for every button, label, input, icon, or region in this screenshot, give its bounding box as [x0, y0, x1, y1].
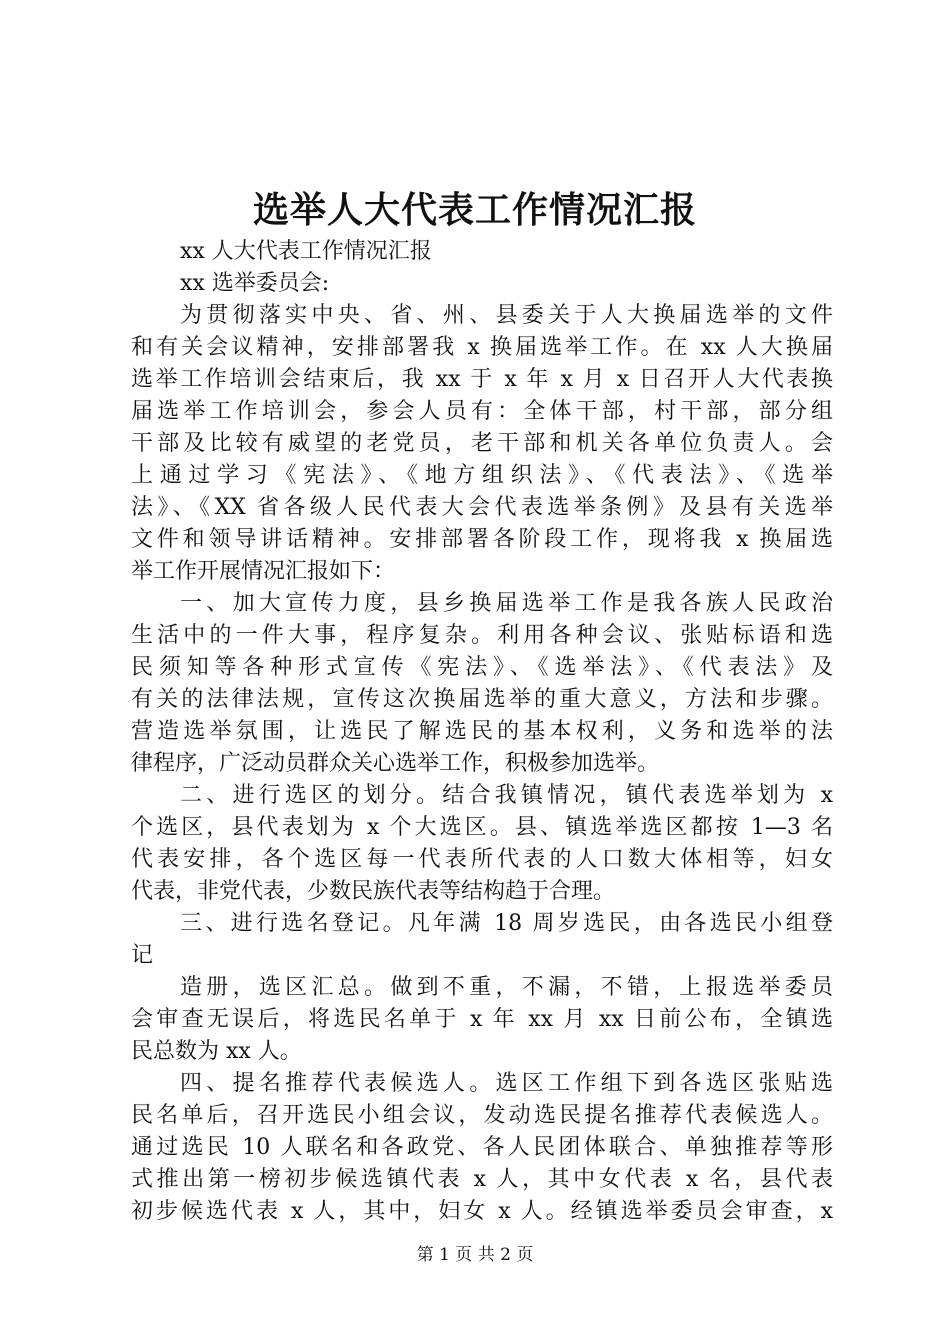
text-line: 选举工作培训会结束后，我 xx 于 x 年 x 月 x 日召开人大代表换 — [131, 367, 833, 392]
text-line: 造册，选区汇总。做到不重，不漏，不错，上报选举委员 — [180, 975, 833, 1000]
text-line: 会审查无误后，将选民名单于 x 年 xx 月 xx 日前公布，全镇选 — [131, 1007, 833, 1032]
text-line: xx 选举委员会: — [180, 271, 330, 296]
text-line: 举工作开展情况汇报如下： — [131, 559, 396, 584]
text-line: 文件和领导讲话精神。安排部署各阶段工作，现将我 x 换届选 — [131, 527, 833, 552]
text-line: 上通过学习《宪法》、《地方组织法》、《代表法》、《选举 — [131, 463, 833, 488]
text-line: 二、进行选区的划分。结合我镇情况，镇代表选举划为 x — [180, 783, 833, 808]
text-line: 和有关会议精神，安排部署我 x 换届选举工作。在 xx 人大换届 — [131, 335, 833, 360]
text-line: 民须知等各种形式宣传《宪法》、《选举法》、《代表法》及 — [131, 655, 833, 680]
text-line: 干部及比较有威望的老党员，老干部和机关各单位负责人。会 — [131, 431, 833, 456]
text-line: 三、进行选名登记。凡年满 18 周岁选民，由各选民小组登 — [180, 911, 833, 936]
text-line: 通过选民 10 人联名和各政党、各人民团体联合、单独推荐等形 — [131, 1135, 833, 1160]
text-line: 式推出第一榜初步候选镇代表 x 人，其中女代表 x 名，县代表 — [131, 1167, 833, 1192]
document-title: 选举人大代表工作情况汇报 — [252, 189, 697, 231]
text-line: 法》、《XX 省各级人民代表大会代表选举条例》及县有关选举 — [131, 495, 833, 520]
text-line: 民总数为 xx 人。 — [131, 1039, 302, 1064]
document-body — [131, 236, 833, 1228]
text-line: xx 人大代表工作情况汇报 — [180, 239, 432, 264]
text-line: 民名单后，召开选民小组会议，发动选民提名推荐代表候选人。 — [131, 1103, 833, 1128]
page-number-footer: 第 1 页 共 2 页 — [416, 1245, 534, 1265]
text-line: 有关的法律法规，宣传这次换届选举的重大意义，方法和步骤。 — [131, 687, 833, 712]
text-line: 生活中的一件大事，程序复杂。利用各种会议、张贴标语和选 — [131, 623, 833, 648]
text-line: 个选区，县代表划为 x 个大选区。县、镇选举选区都按 1—3 名 — [131, 815, 833, 840]
text-line: 代表，非党代表，少数民族代表等结构趋于合理。 — [131, 879, 616, 904]
text-line: 届选举工作培训会，参会人员有：全体干部，村干部，部分组 — [131, 399, 833, 424]
text-line: 四、提名推荐代表候选人。选区工作组下到各选区张贴选 — [180, 1071, 833, 1096]
text-line: 初步候选代表 x 人，其中，妇女 x 人。经镇选举委员会审查，x — [131, 1199, 833, 1224]
text-line: 为贯彻落实中央、省、州、县委关于人大换届选举的文件 — [180, 303, 833, 328]
text-line: 记 — [131, 943, 154, 968]
text-line: 律程序，广泛动员群众关心选举工作，积极参加选举。 — [131, 751, 660, 776]
text-line: 一、加大宣传力度，县乡换届选举工作是我各族人民政治 — [180, 591, 833, 616]
text-line: 代表安排，各个选区每一代表所代表的人口数大体相等，妇女 — [131, 847, 833, 872]
text-line: 营造选举氛围，让选民了解选民的基本权利，义务和选举的法 — [131, 719, 833, 744]
